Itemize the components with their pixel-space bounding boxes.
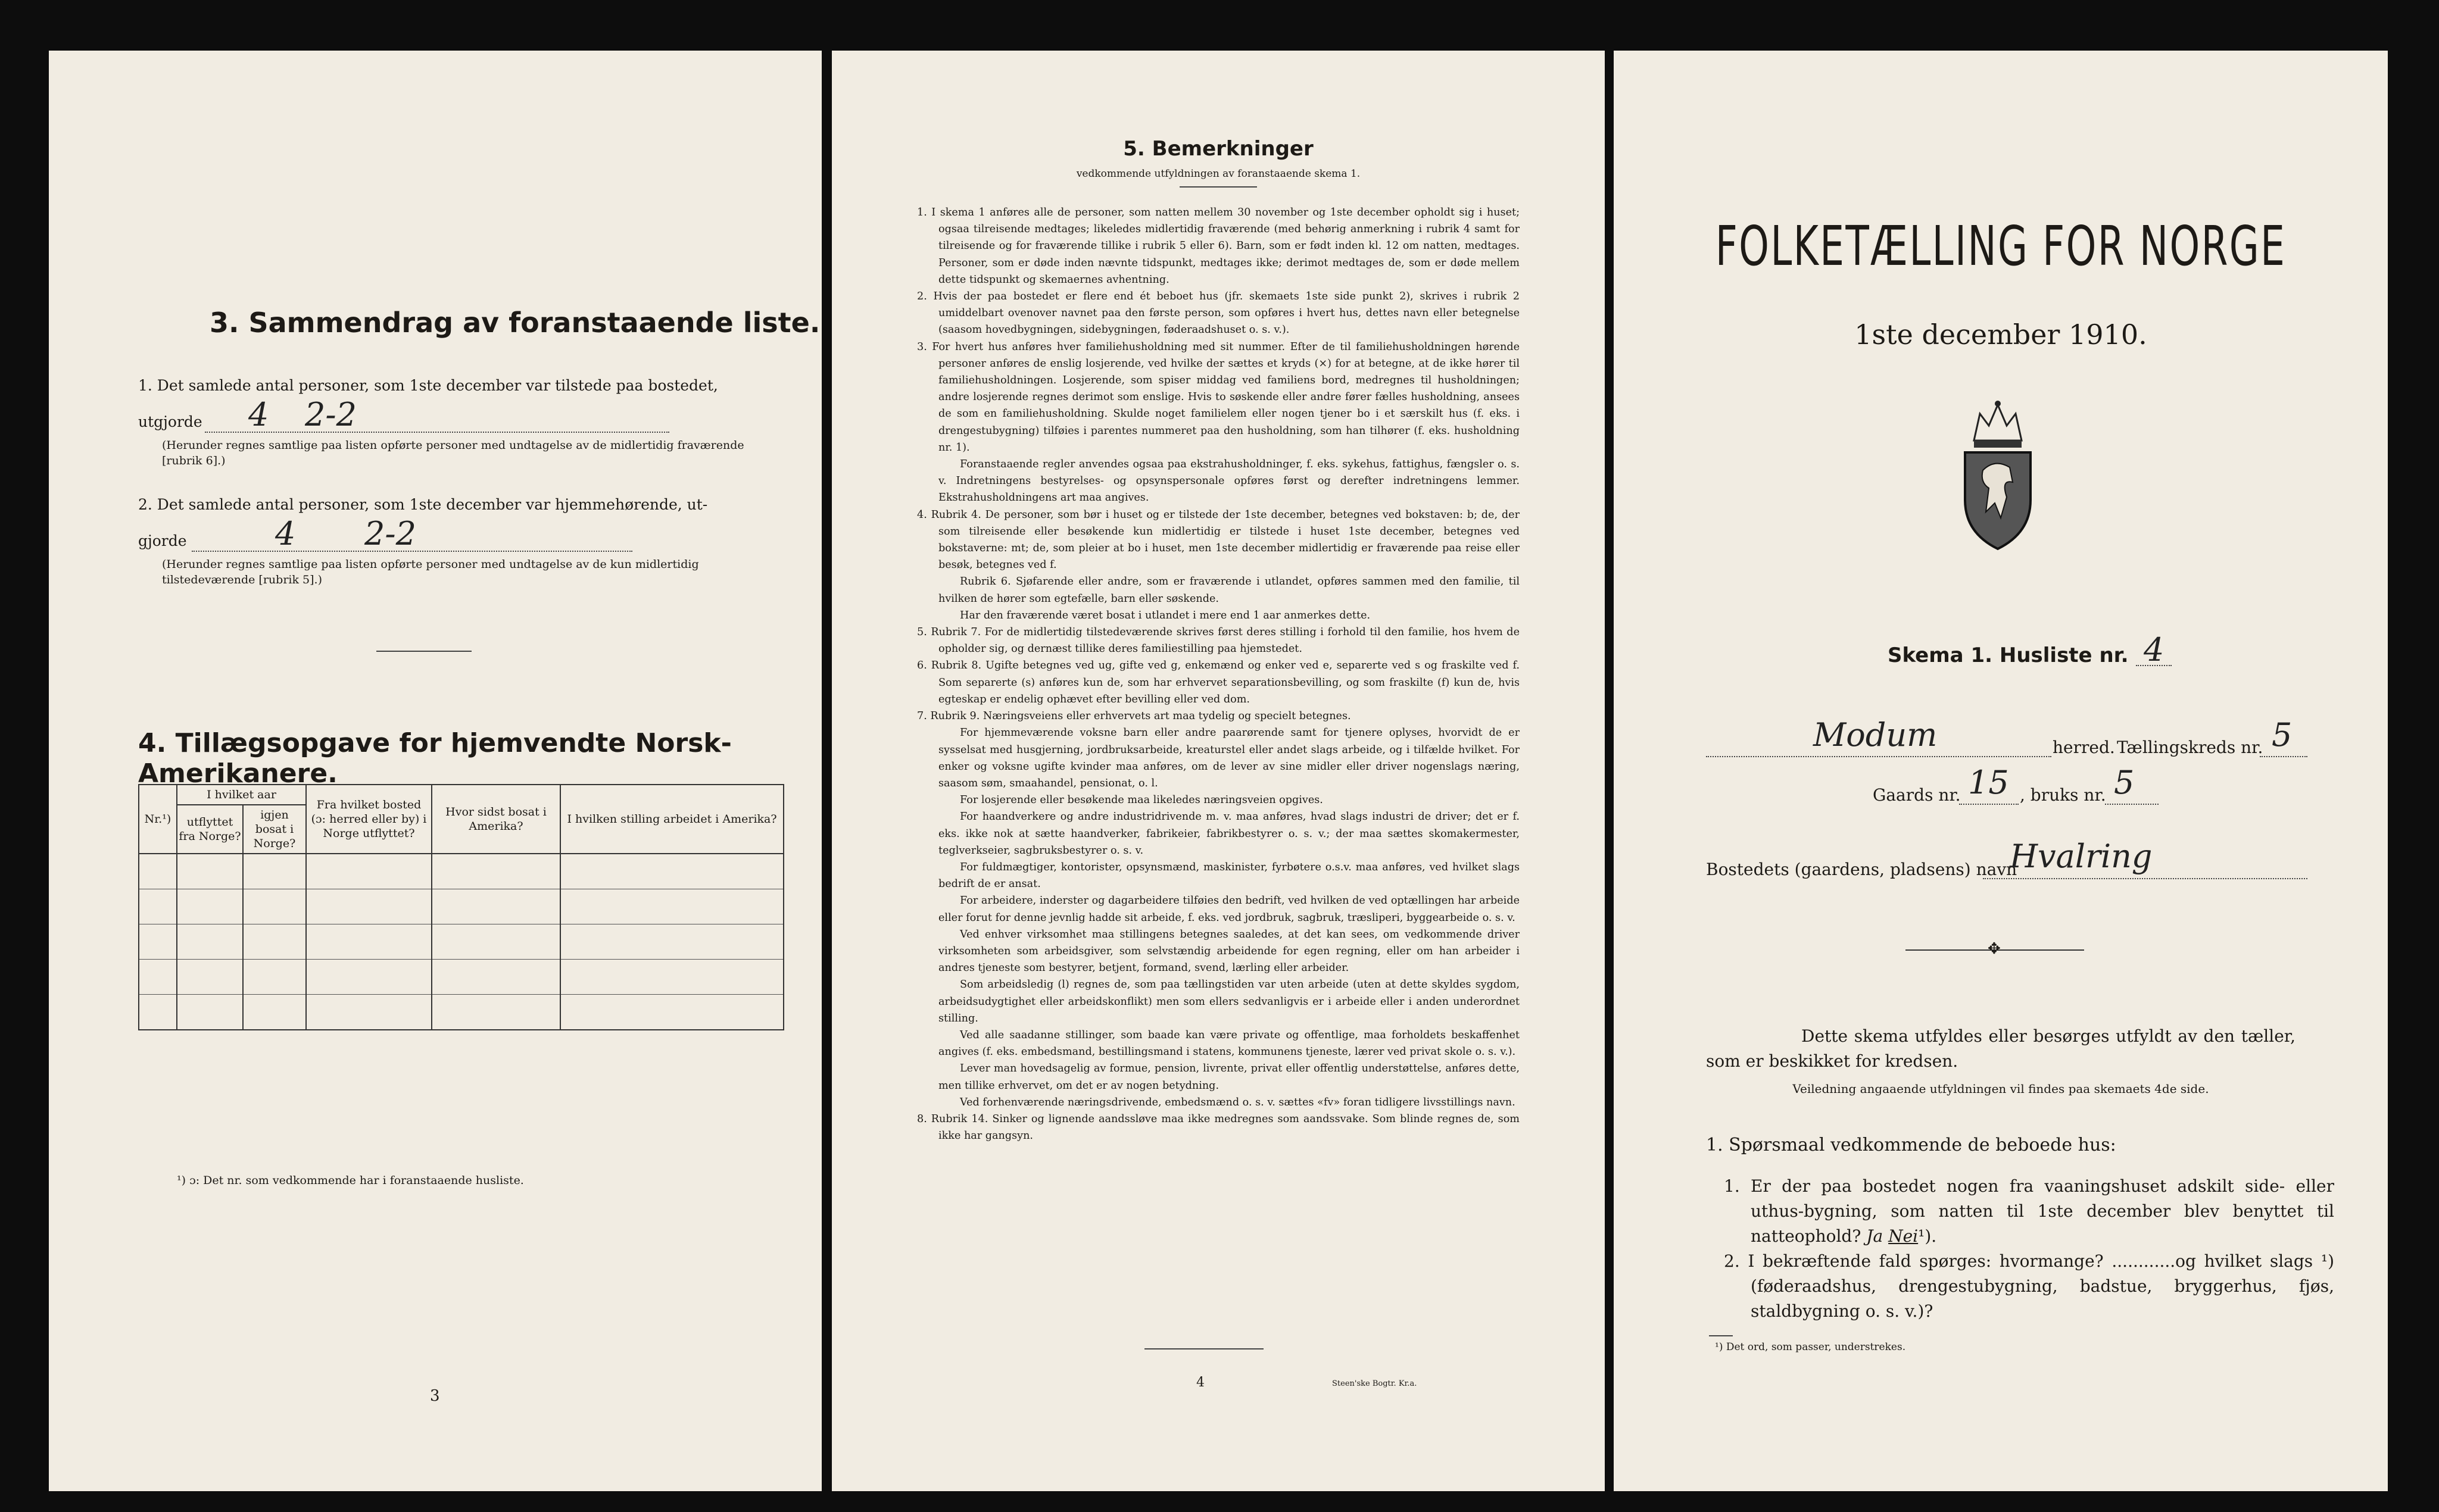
answer-ja: Ja	[1866, 1226, 1883, 1246]
summary-item-2-label: gjorde	[138, 532, 187, 549]
bruks-value: 5	[2114, 764, 2135, 801]
herred-value: Modum	[1813, 716, 1938, 754]
remark-7-c: For haandverkere og andre industridrivende m. v. maa anføres, hvad slags industri de driver; det er f. eks. ikke nok at sætte haandverker, fabrikeier, fabrikbestyrer o. s. v.; der maa sættes skomakermester, teglverkseier, sagbruksbestyrer o. s. v.	[938, 811, 1520, 857]
col-hvor: Hvor sidst bosat i Amerika?	[432, 785, 560, 854]
table-row	[139, 960, 784, 995]
end-rule	[1144, 1348, 1264, 1349]
table-row	[139, 854, 784, 889]
bruks-line	[2105, 804, 2159, 805]
page-number: 4	[1196, 1375, 1205, 1390]
questions-heading: 1. Spørsmaal vedkommende de beboede hus:	[1706, 1135, 2116, 1155]
remark-7-b: For losjerende eller besøkende maa likeledes næringsveien opgives.	[960, 794, 1323, 807]
summary-item-2-value-breakdown: 2-2	[364, 515, 416, 552]
remarks-body	[917, 204, 1520, 1144]
skema-label: Skema 1. Husliste nr.	[1888, 643, 2129, 667]
divider	[376, 651, 472, 652]
remark-4-rubrik-6: Rubrik 6. Sjøfarende eller andre, som er fraværende i utlandet, opføres sammen med den familie, til hvilken de hører som egtefælle, barn eller søskende.	[938, 576, 1520, 605]
summary-item-1-text: 1. Det samlede antal personer, som 1ste december var tilstede paa bostedet,	[138, 377, 718, 394]
summary-item-1-value-breakdown: 2-2	[305, 396, 357, 433]
remark-1: 1. I skema 1 anføres alle de personer, som natten mellem 30 november og 1ste december opholdt sig i huset; ogsaa tilreisende medtages; likeledes midlertidig fraværende (med behørig anmerkning i rubrik 4 samt for tilreisende og for fraværende tillike i rubrik 5 eller 6). Barn, som er født inden kl. 12 om natten, medtages. Personer, som er døde inden nævnte tidspunkt, medtages ikke; derimot medtages de, som er døde mellem dette tidspunkt og skemaernes avhentning.	[917, 207, 1520, 286]
question-1-suffix: ¹).	[1918, 1226, 1937, 1246]
remark-7-e: For arbeidere, inderster og dagarbeidere tilføies den bedrift, ved hvilken de ved optællingen har arbeide eller forut for denne jevnlig hadde sit arbeide, f. eks. ved jordbruk, sagbruk, træsliperi, byggearbeide o. s. v.	[938, 895, 1520, 924]
norwegian-coat-of-arms-icon	[1953, 399, 2042, 554]
kreds-line	[2260, 756, 2307, 757]
page-4	[832, 51, 1605, 1491]
bosted-line	[1983, 878, 2307, 879]
gaards-line	[1959, 804, 2019, 805]
remark-3: 3. For hvert hus anføres hver familiehusholdning med sit nummer. Efter de til familiehusholdningen hørende personer anføres de enslig losjerende, ved hvilke der sættes et kryds (×) for at betegne, at de ikke hører til familiehusholdningen. Losjerende, som spiser middag ved familiens bord, medregnes til husholdningen; andre losjerende regnes derimot som enslige. Hvis to søskende eller andre fører fælles husholdning, ansees de som en familiehusholdning. Skulde noget familielem eller nogen tjener bo i et særskilt hus (f. eks. i drengestubygning) tilføies i parentes nummeret paa den husholdning, som han tilhører (f. eks. husholdning nr. 1).	[917, 340, 1520, 454]
front-footnote: ¹) Det ord, som passer, understrekes.	[1715, 1341, 1906, 1353]
remark-7: 7. Rubrik 9. Næringsveiens eller erhvervets art maa tydelig og specielt betegnes.	[917, 710, 1351, 723]
gaards-label: Gaards nr.	[1873, 785, 1961, 805]
remark-2: 2. Hvis der paa bostedet er flere end ét beboet hus (jfr. skemaets 1ste side punkt 2), skrives i rubrik 2 umiddelbart ovenover navnet paa den første person, som opføres i hvert hus, dettes navn eller betegnelse (saasom hovedbygningen, sidebygningen, føderaadshuset o. s. v.).	[917, 290, 1520, 336]
answer-nei: Nei	[1888, 1226, 1919, 1246]
kreds-label: Tællingskreds nr.	[2117, 738, 2263, 757]
section-4-title: 4. Tillægsopgave for hjemvendte Norsk-Amerikanere.	[138, 728, 732, 789]
veiledning-text: Veiledning angaaende utfyldningen vil findes paa skemaets 4de side.	[1792, 1082, 2209, 1096]
form-title: FOLKETÆLLING FOR NORGE	[1715, 214, 2287, 278]
subtitle-rule	[1180, 186, 1257, 188]
table-row	[139, 889, 784, 924]
table-row	[139, 995, 784, 1030]
remark-7-g: Som arbeidsledig (l) regnes de, som paa tællingstiden var uten arbeide (uten at dette skyldes sygdom, arbeidsudygtighet eller arbeidskonflikt) men som ellers sedvanligvis er i arbeide eller i anden underordnet stilling.	[938, 979, 1520, 1024]
remark-5: 5. Rubrik 7. For de midlertidig tilstedeværende skrives først deres stilling i forhold til den familie, hos hvem de opholder sig, og dernæst tillike deres familiestilling paa hjemstedet.	[917, 626, 1520, 655]
remark-3-extra: Foranstaaende regler anvendes ogsaa paa ekstrahusholdninger, f. eks. sykehus, fattighus, fængsler o. s. v. Indretningens bestyrelses- og opsynspersonale opføres først og derefter indretningens lemmer. Ekstrahusholdningens art maa angives.	[938, 458, 1520, 504]
remark-8: 8. Rubrik 14. Sinker og lignende aandssløve maa ikke medregnes som aandssvake. Som blinde regnes de, som ikke har gangsyn.	[917, 1113, 1520, 1142]
col-utflyttet: utflyttet fra Norge?	[177, 805, 243, 854]
section-3-title: 3. Sammendrag av foranstaaende liste.	[210, 307, 821, 339]
remarks-subtitle: vedkommende utfyldningen av foranstaaende skema 1.	[1076, 168, 1361, 180]
remark-4-bosat: Har den fraværende været bosat i utlandet i mere end 1 aar anmerkes dette.	[960, 609, 1371, 621]
summary-item-2-value: 4	[275, 515, 296, 552]
table-footnote: ¹) ɔ: Det nr. som vedkommende har i foranstaaende husliste.	[177, 1174, 524, 1187]
page-3	[49, 51, 822, 1491]
printer-credit: Steen'ske Bogtr. Kr.a.	[1332, 1379, 1417, 1388]
col-group-hvilket-aar: I hvilket aar	[177, 785, 306, 805]
summary-item-2-note: (Herunder regnes samtlige paa listen opførte personer med undtagelse av de kun midlertidig tilstedeværende [rubrik 5].)	[162, 558, 699, 586]
remark-7-i: Lever man hovedsagelig av formue, pension, livrente, privat eller offentlig understøttelse, anføres dette, men tillike erhvervet, om det er av nogen betydning.	[938, 1063, 1520, 1092]
herred-line	[1706, 756, 2051, 757]
summary-item-2-text: 2. Det samlede antal personer, som 1ste december var hjemmehørende, ut-	[138, 496, 708, 513]
instruction-text: Dette skema utfyldes eller besørges utfyldt av den tæller, som er beskikket for kredsen.	[1706, 1026, 2295, 1071]
remark-6: 6. Rubrik 8. Ugifte betegnes ved ug, gifte ved g, enkemænd og enker ved e, separerte ved s og fraskilte ved f. Som separerte (s) anføres kun de, som har erhvervet separationsbevilling, og som fraskilte (f) kun de, hvis egteskap er endelig ophævet efter bevilling eller ved dom.	[917, 660, 1520, 705]
ornament-icon: ✥	[1988, 940, 2001, 958]
kreds-value: 5	[2272, 716, 2293, 754]
col-igjen: igjen bosat i Norge?	[243, 805, 306, 854]
remark-7-d: For fuldmægtiger, kontorister, opsynsmænd, maskinister, fyrbøtere o.s.v. maa anføres, ved hvilket slags bedrift de er ansat.	[938, 861, 1520, 891]
summary-item-1-value: 4	[248, 396, 269, 433]
census-date: 1ste december 1910.	[1854, 318, 2147, 351]
front-page	[1614, 51, 2388, 1491]
col-nr: Nr.¹)	[139, 785, 177, 854]
remarks-title: 5. Bemerkninger	[1123, 137, 1314, 161]
question-2: 2. I bekræftende fald spørges: hvormange? ............og hvilket slags ¹) (føderaadshus, drengestubygning, badstue, bryggerhus, fjøs, staldbygning o. s. v.)?	[1724, 1251, 2334, 1321]
bosted-value: Hvalring	[2010, 838, 2153, 875]
bosted-label: Bostedets (gaardens, pladsens) navn	[1706, 860, 2017, 879]
summary-item-1-label: utgjorde	[138, 413, 202, 430]
summary-item-1	[138, 375, 787, 396]
col-stilling: I hvilken stilling arbeidet i Amerika?	[560, 785, 784, 854]
question-1	[1724, 1174, 2334, 1249]
remark-7-a: For hjemmeværende voksne barn eller andre paarørende samt for tjenere oplyses, hvorvidt de er sysselsat med husgjerning, jordbruksarbeide, kreaturstel eller andet slags arbeide, og i tilfælde hvilket. For enker og voksne ugifte kvinder maa anføres, om de lever av sine midler eller driver nogenslags næring, saasom søm, smaahandel, pensionat, o. l.	[938, 727, 1520, 789]
remark-4: 4. Rubrik 4. De personer, som bør i huset og er tilstede der 1ste december, betegnes ved bokstaven: b; de, der som tilreisende eller besøkende kun midlertidig er tilstede i huset 1ste december, betegnes ved bokstaverne: mt; de, som pleier at bo i huset, men 1ste december midlertidig er fraværende paa reise eller besøk, betegnes ved f.	[917, 508, 1520, 571]
husliste-number: 4	[2144, 631, 2164, 668]
page-number: 3	[430, 1387, 440, 1405]
footnote-rule	[1709, 1335, 1733, 1336]
bruks-label: , bruks nr.	[2020, 785, 2106, 805]
table-row	[139, 924, 784, 960]
gaards-value: 15	[1968, 764, 2009, 801]
summary-item-1-line	[205, 432, 669, 433]
col-fra: Fra hvilket bosted (ɔ: herred eller by) i Norge utflyttet?	[306, 785, 432, 854]
norsk-amerikanere-table	[138, 784, 784, 1030]
remark-7-j: Ved forhenværende næringsdrivende, embedsmænd o. s. v. sættes «fv» foran tidligere livsstillings navn.	[960, 1096, 1515, 1108]
herred-label: herred.	[2053, 738, 2115, 757]
remark-7-f: Ved enhver virksomhet maa stillingens betegnes saaledes, at det kan sees, om vedkommende driver virksomheten som arbeidsgiver, som selvstændig arbeidende for egen regning, eller om han arbeider i andres tjeneste som bestyrer, betjent, formand, svend, lærling eller arbeider.	[938, 928, 1520, 974]
remark-7-h: Ved alle saadanne stillinger, som baade kan være private og offentlige, maa forholdets beskaffenhet angives (f. eks. embedsmand, bestillingsmand i statens, kommunens tjeneste, lærer ved privat skole o. s. v.).	[938, 1029, 1520, 1058]
question-1-text: 1. Er der paa bostedet nogen fra vaaningshuset adskilt side- eller uthus-bygning, som natten til 1ste december blev benyttet til natteophold?	[1724, 1176, 2334, 1246]
summary-item-1-note: (Herunder regnes samtlige paa listen opførte personer med undtagelse av de midlertidig fraværende [rubrik 6].)	[162, 439, 744, 467]
